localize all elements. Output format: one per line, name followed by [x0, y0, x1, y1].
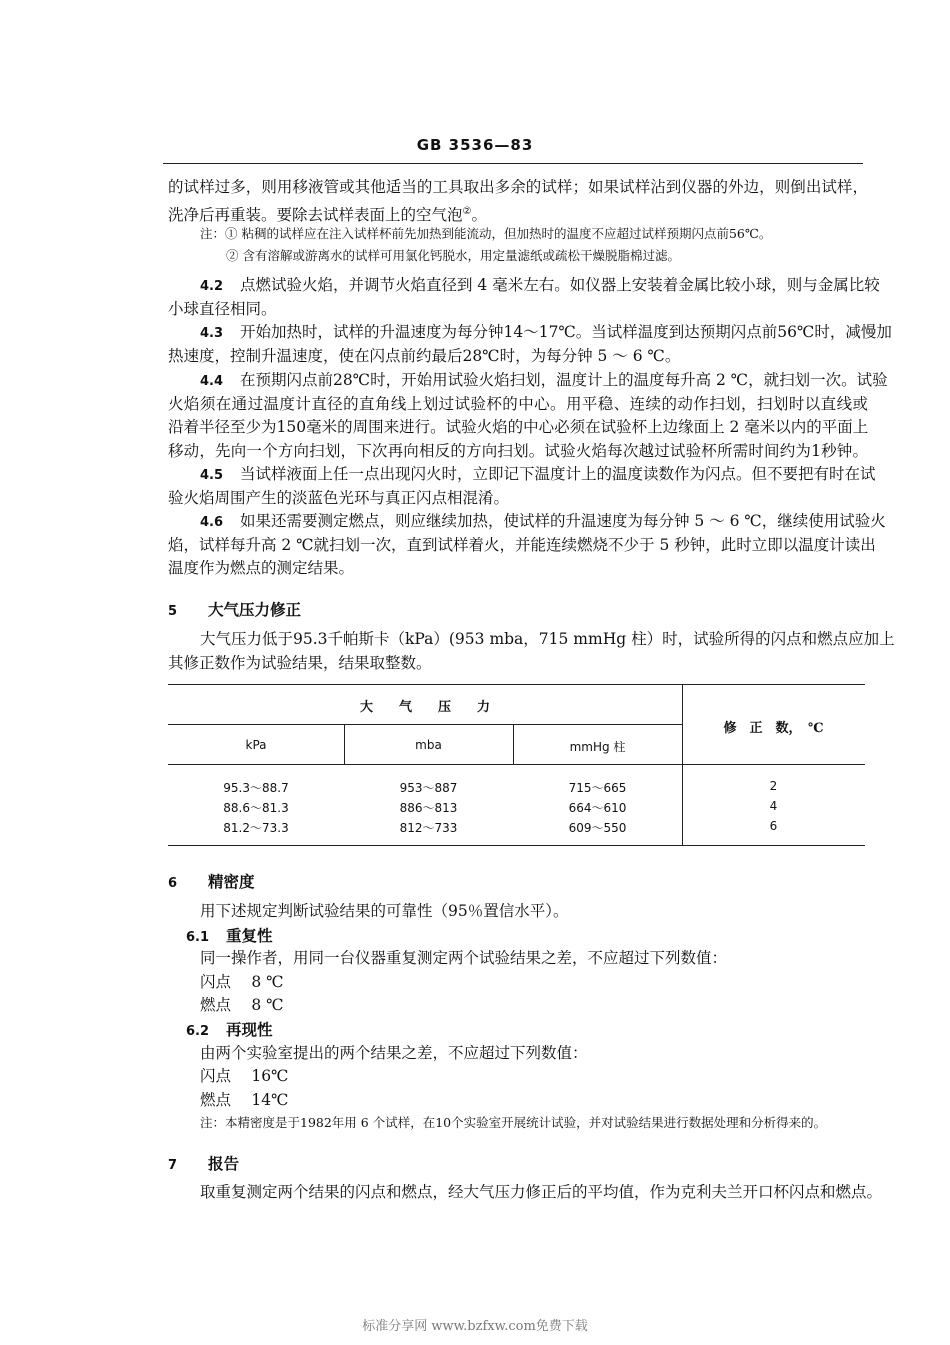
text-line: 移动，先向一个方向扫划，下次再向相反的方向扫划。试验火焰每次越过试验杯所需时间约为1秒钟。 [168, 441, 868, 460]
table-cell: 88.6～81.3 [223, 801, 289, 815]
pressure-correction-table [168, 684, 865, 847]
note-2: ② 含有溶解或游离水的试样可用氯化钙脱水，用定量滤纸或疏松干燥脱脂棉过滤。 [226, 248, 680, 264]
section-6-heading [168, 870, 255, 892]
section-title: 精密度 [208, 872, 255, 891]
text-line: 取重复测定两个结果的闪点和燃点，经大气压力修正后的平均值，作为克利夫兰开口杯闪点和燃点。 [200, 1183, 883, 1201]
section-4-6 [168, 510, 886, 581]
table-correction-header: 修 正 数， ℃ [723, 721, 824, 736]
table-cell: 4 [769, 799, 778, 813]
text-line: 热速度，控制升温速度，使在闪点前约最后28℃时，为每分钟 5 ～ 6 ℃。 [168, 346, 681, 365]
table-cell: 6 [769, 819, 778, 833]
text-line: 同一操作者，用同一台仪器重复测定两个试验结果之差，不应超过下列数值： [200, 949, 728, 968]
table-cell: 886～813 [399, 801, 458, 815]
note-1: 注：① 粘稠的试样应在注入试样杯前先加热到能流动，但加热时的温度不应超过试样预期闪点前56℃。 [200, 226, 772, 242]
section-5-heading [168, 598, 301, 620]
text-segment: 开始加热时，试样的升温速度为每分钟14～17℃。当试样温度到达预期闪点前56℃时，减慢加 [240, 323, 892, 341]
text-line: 由两个实验室提出的两个结果之差，不应超过下列数值： [200, 1043, 588, 1062]
section-number: 4.5 [200, 468, 224, 483]
text-line [168, 510, 886, 534]
table-cell: 609～550 [568, 821, 627, 835]
section-number: 4.6 [200, 515, 224, 530]
footnote-marker: ② [462, 205, 472, 217]
table-rule-bottom [168, 845, 865, 846]
text-line: 沿着半径至少为150毫米的周围来进行。试验火焰的中心必须在试验杯上边缘面上 2 毫米以内的平面上 [168, 418, 869, 437]
precision-note: 注：本精密度是于1982年用 6 个试样，在10个实验室开展统计试验，并对试验结果进行数据处理和分析得来的。 [200, 1115, 827, 1131]
table-cell: 812～733 [399, 821, 458, 835]
text-segment: 洗净后再重装。要除去试样表面上的空气泡 [168, 205, 463, 224]
section-4-3 [168, 321, 892, 368]
section-4-4 [168, 369, 888, 463]
section-title: 报告 [208, 1154, 240, 1173]
section-number: 4.3 [200, 326, 224, 341]
section-number: 6.1 [186, 929, 210, 945]
table-column-header: mba [415, 738, 442, 752]
repeatability-flash-point: 闪点 8 ℃ [200, 972, 284, 991]
footer-watermark: 标准分享网 www.bzfxw.com免费下载 [362, 1319, 588, 1334]
section-4-2 [168, 274, 880, 321]
text-line [168, 463, 876, 487]
reproducibility-fire-point: 燃点 14℃ [200, 1090, 289, 1109]
reproducibility-flash-point: 闪点 16℃ [200, 1067, 289, 1086]
repeatability-fire-point: 燃点 8 ℃ [200, 996, 284, 1015]
text-line: 温度作为燃点的测定结果。 [168, 559, 355, 578]
section-number: 4.2 [200, 279, 224, 294]
table-cell: 81.2～73.3 [223, 821, 289, 835]
section-4-1-continuation [168, 176, 868, 267]
section-number: 6 [168, 876, 178, 891]
header-rule [163, 163, 863, 164]
text-line [168, 274, 880, 298]
text-line [168, 369, 888, 393]
text-line: 小球直径相同。 [168, 299, 277, 318]
subsection-6-1-heading [168, 924, 868, 948]
table-column-header: mmHg 柱 [569, 740, 626, 754]
subsection-6-2-heading [168, 1018, 868, 1042]
text-line: 用下述规定判断试验结果的可靠性（95％置信水平）。 [200, 902, 569, 920]
table-cell: 953～887 [399, 781, 458, 795]
text-line: 火焰须在通过温度计直径的直角线上划过试验杯的中心。用平稳、连续的动作扫划，扫划时以直线或 [168, 394, 868, 413]
table-group-header: 大 气 压 力 [359, 700, 490, 715]
text-line [168, 321, 892, 345]
text-segment: 如果还需要测定燃点，则应继续加热，使试样的升温速度为每分钟 5 ～ 6 ℃，继续使用试验火 [240, 512, 886, 530]
text-line [168, 200, 868, 224]
text-line: 焰，试样每升高 2 ℃就扫划一次，直到试样着火，并能连续燃烧不少于 5 秒钟，此时立即以温度计读出 [168, 535, 876, 554]
section-7-heading [168, 1152, 239, 1174]
table-cell: 95.3～88.7 [223, 781, 289, 795]
text-segment: 在预期闪点前28℃时，开始用试验火焰扫划，温度计上的温度每升高 2 ℃，就扫划一次。试验 [240, 371, 888, 389]
section-number: 7 [168, 1158, 178, 1173]
section-number: 6.2 [186, 1023, 210, 1039]
section-5-body [168, 628, 895, 675]
table-column-header: kPa [245, 738, 267, 752]
table-rule-header [168, 764, 865, 765]
table-cell: 715～665 [568, 781, 627, 795]
text-line: 验火焰周围产生的淡蓝色光环与真正闪点相混淆。 [168, 488, 510, 507]
text-line: 其修正数作为试验结果，结果取整数。 [168, 653, 432, 672]
table-cell: 2 [769, 779, 778, 793]
section-7-body [168, 1181, 883, 1205]
section-4-5 [168, 463, 876, 510]
section-6-body [168, 900, 868, 1134]
section-title: 重复性 [226, 925, 273, 945]
text-segment: 。 [471, 205, 487, 224]
table-cell: 664～610 [568, 801, 627, 815]
table-rule-top [168, 684, 865, 685]
text-segment: 点燃试验火焰，并调节火焰直径到 4 毫米左右。如仪器上安装着金属比较小球，则与金属比较 [240, 276, 880, 294]
text-line: 大气压力低于95.3千帕斯卡（kPa）(953 mba，715 mmHg 柱）时，试验所得的闪点和燃点应加上 [200, 630, 895, 648]
text-line: 的试样过多，则用移液管或其他适当的工具取出多余的试样；如果试样沾到仪器的外边，则倒出试样， [168, 178, 868, 196]
text-segment: 当试样液面上任一点出现闪火时，立即记下温度计上的温度读数作为闪点。但不要把有时在试 [240, 465, 876, 483]
section-number: 4.4 [200, 374, 224, 389]
section-number: 5 [168, 604, 178, 619]
section-title: 再现性 [226, 1019, 273, 1039]
table-rule-group [168, 724, 682, 725]
page-header-standard-number: GB 3536—83 [416, 136, 534, 154]
section-title: 大气压力修正 [208, 600, 302, 619]
